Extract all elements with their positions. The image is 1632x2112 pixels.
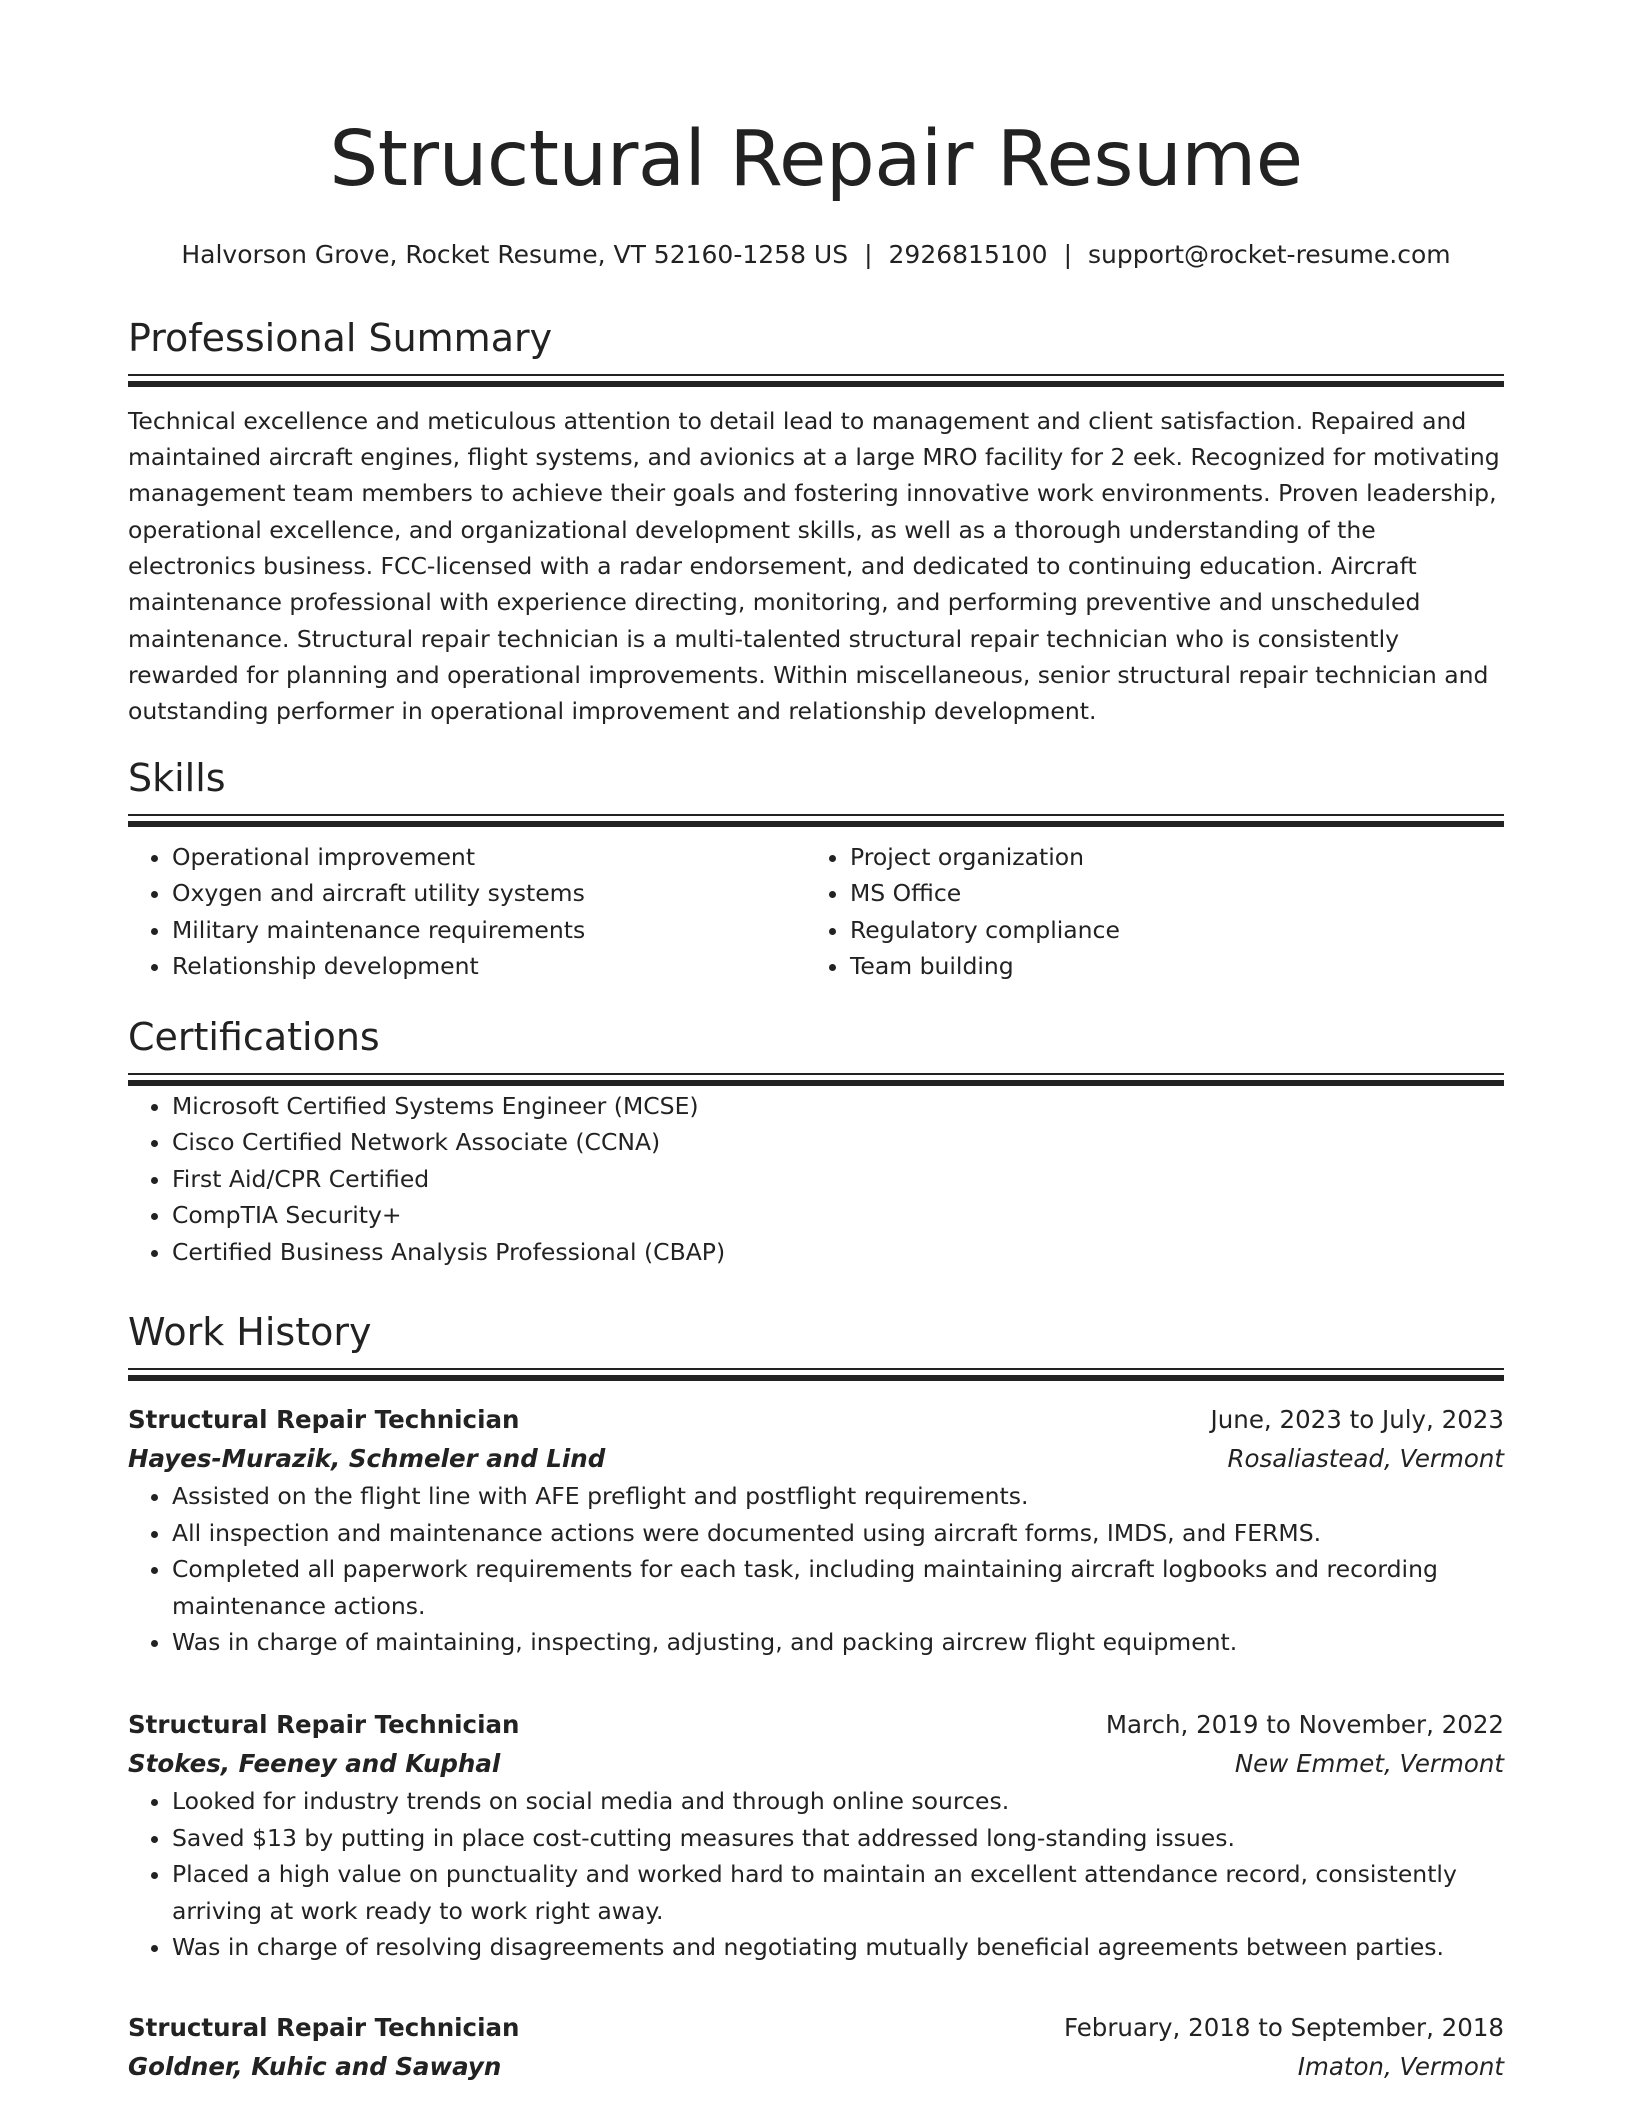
certifications-section bbox=[128, 1017, 1504, 1270]
job-dates: June, 2023 to July, 2023 bbox=[1210, 1405, 1504, 1434]
skill-item: • Regulatory compliance bbox=[850, 912, 1484, 949]
job-location: Imaton, Vermont bbox=[1297, 2052, 1504, 2081]
section-divider bbox=[128, 1368, 1504, 1383]
contact-separator: | bbox=[1063, 240, 1073, 269]
skill-item: • MS Office bbox=[850, 875, 1484, 912]
summary-text: Technical excellence and meticulous attention to detail lead to management and client satisfaction. Repaired and maintained aircraft engines, flight systems, and avionics at a large MRO facility for 2 eek. Recognized for motivating management team members to achieve their goals and fostering innovative work environments. Proven leadership, operational excellence, and organizational development skills, as well as a thorough understanding of the electronics business. FCC-licensed with a radar endorsement, and dedicated to continuing education. Aircraft maintenance professional with experience directing, monitoring, and performing preventive and unscheduled maintenance. Structural repair technician is a multi-talented structural repair technician who is consistently rewarded for planning and operational improvements. Within miscellaneous, senior structural repair technician and outstanding performer in operational improvement and relationship development. bbox=[128, 406, 1500, 726]
page-title: Structural Repair Resume bbox=[329, 115, 1303, 204]
skill-item: • Operational improvement bbox=[172, 839, 806, 876]
job-entry bbox=[128, 2008, 1504, 2086]
job-dates: February, 2018 to September, 2018 bbox=[1063, 2013, 1504, 2042]
job-bullet: • Looked for industry trends on social media and through online sources. bbox=[172, 1783, 1504, 1820]
section-divider bbox=[128, 374, 1504, 389]
skill-item: • Military maintenance requirements bbox=[172, 912, 806, 949]
job-company: Hayes-Murazik, Schmeler and Lind bbox=[128, 1444, 606, 1473]
work-history-heading: Work History bbox=[128, 1310, 372, 1354]
certifications-list bbox=[128, 1088, 1504, 1271]
job-entry bbox=[128, 1400, 1504, 1661]
job-location: Rosaliastead, Vermont bbox=[1227, 1444, 1504, 1473]
job-bullets bbox=[128, 1478, 1504, 1661]
skills-heading: Skills bbox=[128, 756, 226, 800]
job-bullet: • Was in charge of maintaining, inspecting, adjusting, and packing aircrew flight equipment. bbox=[172, 1624, 1504, 1661]
job-header-row bbox=[128, 1705, 1504, 1744]
skills-section bbox=[128, 758, 1504, 985]
job-subheader-row bbox=[128, 1439, 1504, 1478]
skill-item: • Oxygen and aircraft utility systems bbox=[172, 875, 806, 912]
certifications-heading: Certifications bbox=[128, 1015, 380, 1059]
contact-separator: | bbox=[864, 240, 873, 269]
certification-item: • Microsoft Certified Systems Engineer (MCSE) bbox=[172, 1088, 1504, 1125]
job-header-row bbox=[128, 2008, 1504, 2047]
skill-item: • Project organization bbox=[850, 839, 1484, 876]
job-subheader-row bbox=[128, 2047, 1504, 2086]
certification-item: • Certified Business Analysis Professional (CBAP) bbox=[172, 1234, 1504, 1271]
summary-heading: Professional Summary bbox=[128, 316, 553, 360]
job-subheader-row bbox=[128, 1744, 1504, 1783]
job-title: Structural Repair Technician bbox=[128, 1710, 520, 1739]
job-company: Goldner, Kuhic and Sawayn bbox=[128, 2052, 502, 2081]
contact-address: Halvorson Grove, Rocket Resume, VT 52160-1258 US bbox=[181, 240, 849, 269]
summary-section bbox=[128, 318, 1504, 729]
job-bullet: • Was in charge of resolving disagreements and negotiating mutually beneficial agreements between parties. bbox=[172, 1929, 1504, 1966]
job-title: Structural Repair Technician bbox=[128, 1405, 520, 1434]
job-bullet: • Completed all paperwork requirements for each task, including maintaining aircraft logbooks and recording maintenance actions. bbox=[172, 1551, 1504, 1624]
contact-email: support@rocket-resume.com bbox=[1088, 240, 1451, 269]
work-history-section bbox=[128, 1312, 1504, 1383]
job-bullets bbox=[128, 1783, 1504, 1966]
certification-item: • CompTIA Security+ bbox=[172, 1197, 1504, 1234]
job-bullet: • Placed a high value on punctuality and worked hard to maintain an excellent attendance record, consistently arriving at work ready to work right away. bbox=[172, 1856, 1504, 1929]
skills-column-left bbox=[128, 839, 806, 985]
certification-item: • Cisco Certified Network Associate (CCNA) bbox=[172, 1124, 1504, 1161]
section-divider bbox=[128, 1073, 1504, 1088]
job-bullet: • Saved $13 by putting in place cost-cutting measures that addressed long-standing issues. bbox=[172, 1820, 1504, 1857]
certification-item: • First Aid/CPR Certified bbox=[172, 1161, 1504, 1198]
job-bullet: • All inspection and maintenance actions were documented using aircraft forms, IMDS, and FERMS. bbox=[172, 1515, 1504, 1552]
section-divider bbox=[128, 814, 1504, 829]
job-bullet: • Assisted on the flight line with AFE preflight and postflight requirements. bbox=[172, 1478, 1504, 1515]
job-header-row bbox=[128, 1400, 1504, 1439]
job-dates: March, 2019 to November, 2022 bbox=[1105, 1710, 1504, 1739]
skills-column-right bbox=[806, 839, 1484, 985]
skill-item: • Relationship development bbox=[172, 948, 806, 985]
job-title: Structural Repair Technician bbox=[128, 2013, 520, 2042]
job-location: New Emmet, Vermont bbox=[1234, 1749, 1504, 1778]
skills-grid bbox=[128, 839, 1504, 985]
contact-phone: 2926815100 bbox=[888, 240, 1048, 269]
skill-item: • Team building bbox=[850, 948, 1484, 985]
contact-line bbox=[0, 240, 1632, 270]
job-company: Stokes, Feeney and Kuphal bbox=[128, 1749, 501, 1778]
job-entry bbox=[128, 1705, 1504, 1966]
